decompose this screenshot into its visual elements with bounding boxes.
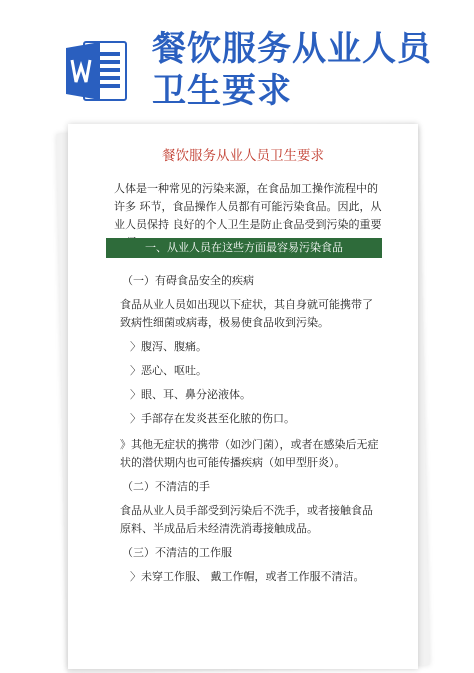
symptom-item: 〉眼、耳、鼻分泌液体。 bbox=[130, 388, 251, 401]
symptom-item: 〉手部存在发炎甚至化脓的伤口。 bbox=[130, 412, 295, 425]
intro-paragraph: 人体是一种常见的污染来源，在食品加工操作流程中的许多 环节，食品操作人员都有可能污染食品。因此，从业人员保持 良好的个人卫生是防止食品受到污染的重要 bbox=[114, 182, 382, 231]
symptom-item: 〉恶心、呕吐。 bbox=[130, 364, 207, 377]
subheading-diseases: （一）有碍食品安全的疾病 bbox=[122, 274, 254, 287]
paragraph-hands: 食品从业人员手部受到污染后不洗手，或者接触食品 原料、半成品后未经清洗消毒接触成品。 bbox=[120, 504, 373, 535]
header-banner bbox=[0, 0, 474, 120]
subheading-unclean-hands: （二）不清洁的手 bbox=[122, 480, 210, 493]
document-page bbox=[68, 124, 418, 669]
word-document-icon bbox=[66, 38, 128, 104]
section-heading-1: 一、从业人员在这些方面最容易污染食品 bbox=[106, 238, 382, 258]
subheading-unclean-uniform: （三）不清洁的工作服 bbox=[122, 546, 232, 559]
paragraph-symptoms-intro: 食品从业人员如出现以下症状，其自身就可能携带了 致病性细菌或病毒，极易使食品收到污染。 bbox=[120, 298, 373, 329]
uniform-item: 〉未穿工作服、 戴工作帽，或者工作服不清洁。 bbox=[130, 570, 365, 583]
document-title: 餐饮服务从业人员卫生要求 bbox=[162, 148, 324, 164]
paragraph-carriers: 》其他无症状的携带（如沙门菌），或者在感染后无症 状的潜伏期内也可能传播疾病（如甲型肝炎）。 bbox=[120, 438, 379, 469]
banner-title: 餐饮服务从业人员卫生要求 bbox=[152, 29, 432, 111]
symptom-item: 〉腹泻、腹痛。 bbox=[130, 340, 207, 353]
